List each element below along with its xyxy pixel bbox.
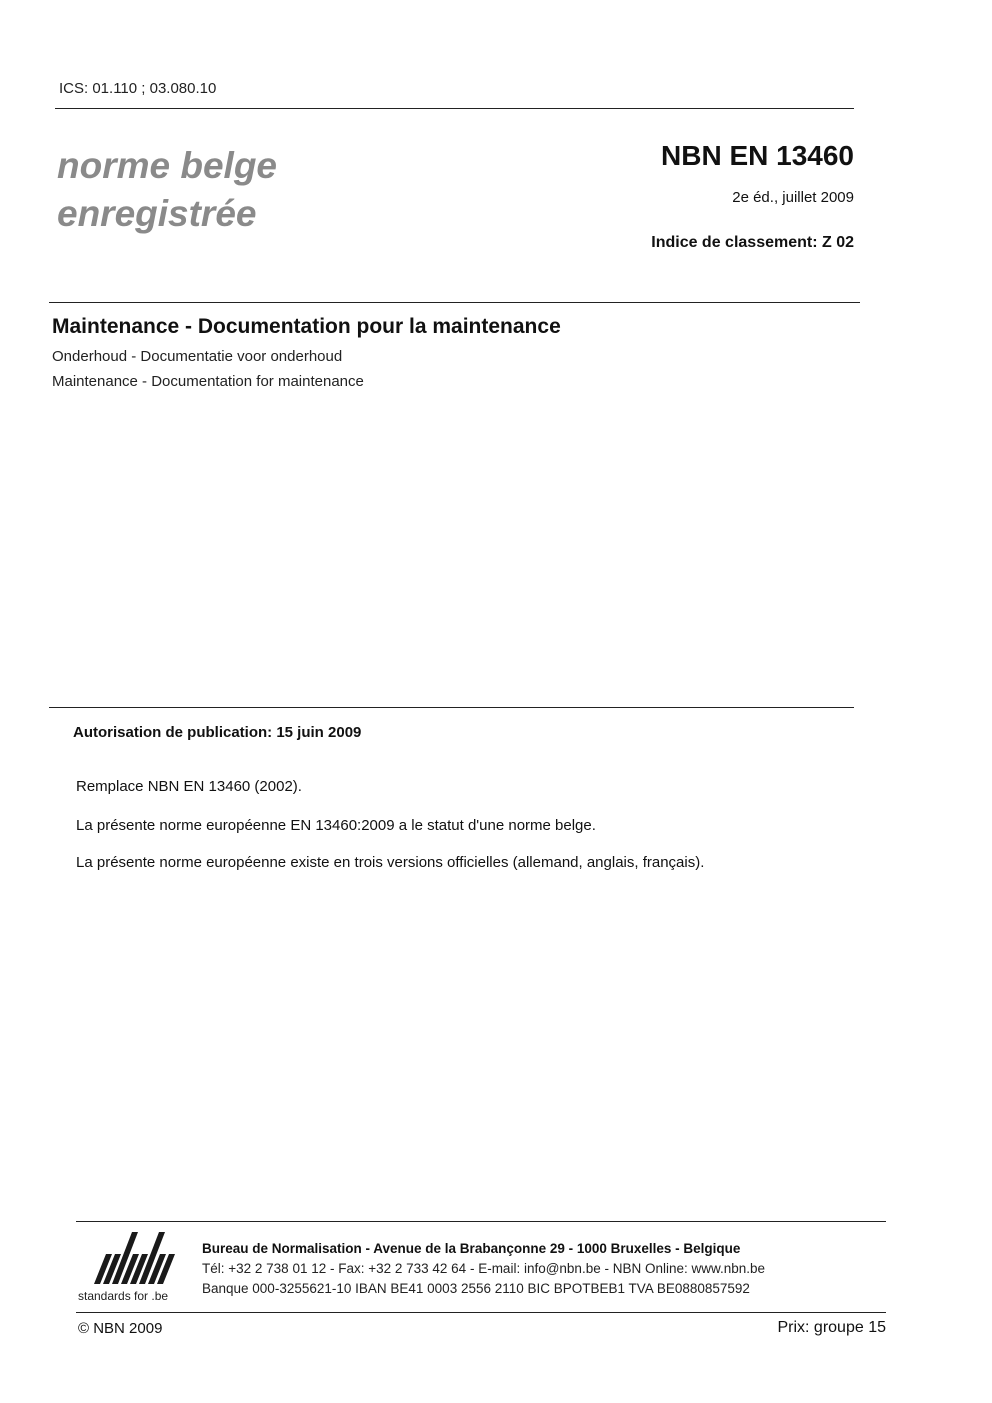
title-english: Maintenance - Documentation for maintenance <box>52 373 364 390</box>
footer-bottom-rule <box>76 1312 886 1313</box>
footer-top-rule <box>76 1221 886 1222</box>
edition-date: 2e éd., juillet 2009 <box>732 189 854 206</box>
norme-line-2: enregistrée <box>57 193 257 234</box>
standard-number: NBN EN 13460 <box>661 140 854 171</box>
norme-belge-label <box>57 142 277 238</box>
title-french: Maintenance - Documentation pour la maintenance <box>52 315 561 338</box>
norme-line-1: norme belge <box>57 145 277 186</box>
address-line-2: Tél: +32 2 738 01 12 - Fax: +32 2 733 42 64 - E-mail: info@nbn.be - NBN Online: www.nbn.be <box>202 1261 766 1276</box>
logo-tagline: standards for .be <box>78 1289 169 1303</box>
title-bottom-rule <box>49 707 854 708</box>
header-rule <box>55 108 854 109</box>
status-note: La présente norme européenne EN 13460:2009 a le statut d'une norme belge. <box>76 817 596 834</box>
ics-codes: ICS: 01.110 ; 03.080.10 <box>59 80 217 97</box>
address-line-1: Bureau de Normalisation - Avenue de la Brabançonne 29 - 1000 Bruxelles - Belgique <box>202 1241 741 1256</box>
publication-authorization: Autorisation de publication: 15 juin 2009 <box>73 724 362 741</box>
versions-note: La présente norme européenne existe en trois versions officielles (allemand, anglais, français). <box>76 854 705 871</box>
replaces-note: Remplace NBN EN 13460 (2002). <box>76 778 302 795</box>
price-group: Prix: groupe 15 <box>777 1319 886 1336</box>
title-dutch: Onderhoud - Documentatie voor onderhoud <box>52 348 343 365</box>
copyright: © NBN 2009 <box>78 1320 163 1337</box>
classification-index: Indice de classement: Z 02 <box>651 234 854 251</box>
address-line-3: Banque 000-3255621-10 IBAN BE41 0003 2556 2110 BIC BPOTBEB1 TVA BE0880857592 <box>202 1281 750 1296</box>
title-top-rule <box>49 302 860 303</box>
